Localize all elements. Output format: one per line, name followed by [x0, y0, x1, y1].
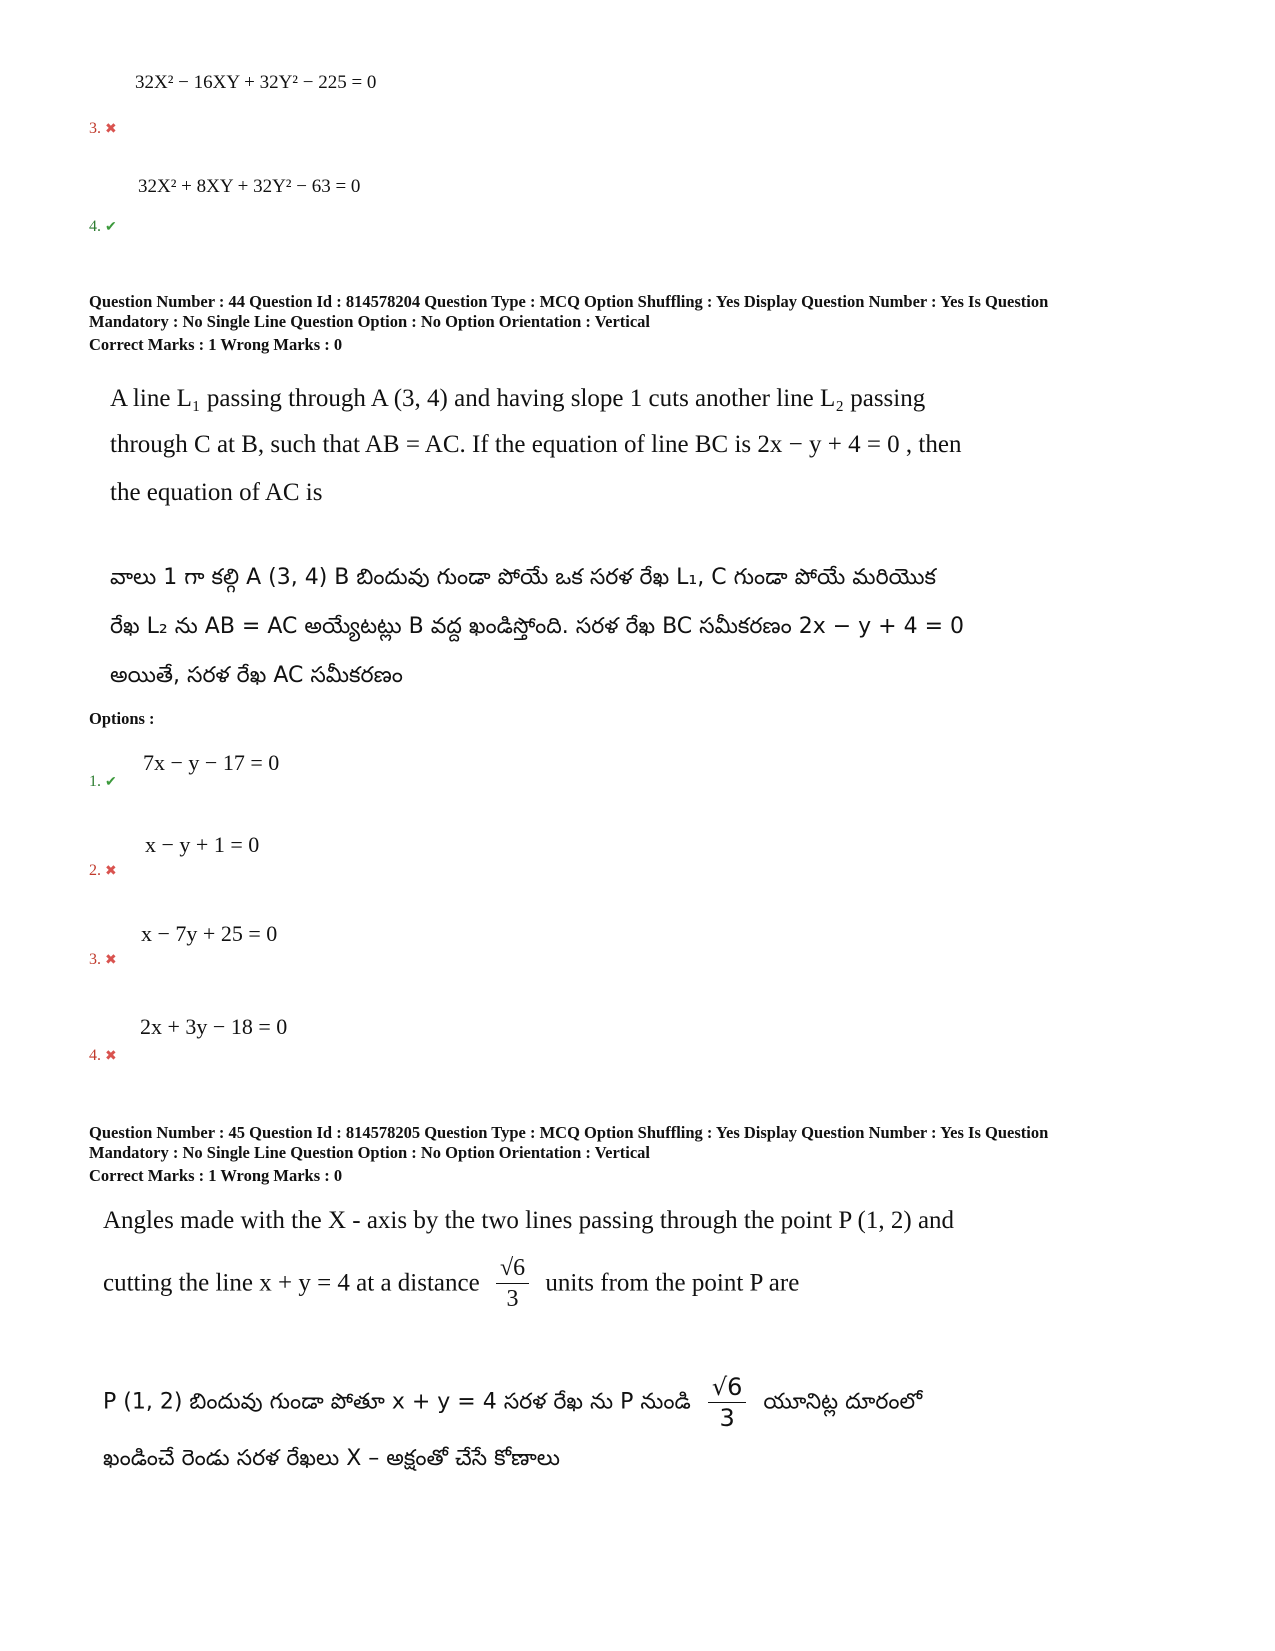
- prev-option-3: [89, 120, 117, 138]
- q44-stem-te-line3: అయితే, సరళ రేఖ AC సమీకరణం: [110, 663, 403, 688]
- option-number: 4.: [89, 218, 101, 235]
- q45-stem-te-line1-b: యూనిట్ల దూరంలో: [763, 1389, 923, 1415]
- prev-option-4-formula: 32X² + 8XY + 32Y² − 63 = 0: [138, 176, 361, 197]
- q44-meta-line3: Correct Marks : 1 Wrong Marks : 0: [89, 335, 343, 354]
- prev-option-4: [89, 218, 117, 236]
- cross-icon: ✖: [105, 953, 117, 968]
- q45-meta-line2: Mandatory : No Single Line Question Option : No Option Orientation : Vertical: [89, 1143, 651, 1162]
- q44-meta-line2: Mandatory : No Single Line Question Option : No Option Orientation : Vertical: [89, 312, 651, 331]
- option-number: 2.: [89, 862, 101, 879]
- fraction-numerator: √6: [496, 1253, 529, 1284]
- q44-stem-en: [110, 376, 1070, 516]
- q44-option-1-formula: 7x − y − 17 = 0: [143, 750, 280, 775]
- q44-meta: [89, 292, 1189, 355]
- q45-fraction: [496, 1253, 529, 1314]
- q45-stem-en-line2-b: units from the point P are: [545, 1269, 800, 1297]
- q44-meta-line1: Question Number : 44 Question Id : 814578204 Question Type : MCQ Option Shuffling : Yes Display Question Number : Yes Is Question: [89, 292, 1049, 311]
- q44-stem-en-line2: through C at B, such that AB = AC. If the equation of line BC is 2x − y + 4 = 0 , then: [110, 431, 962, 458]
- q45-stem-en-line2: [103, 1253, 1103, 1314]
- q44-stem-en-line1: A line L₁ passing through A (3, 4) and having slope 1 cuts another line L₂ passing: [110, 385, 926, 412]
- q44-option-3: [89, 951, 117, 969]
- q45-stem-en-line1: Angles made with the X - axis by the two lines passing through the point P (1, 2) and: [103, 1207, 955, 1234]
- cross-icon: ✖: [105, 1049, 117, 1064]
- check-icon: ✔: [105, 220, 117, 235]
- q44-option-4-formula: 2x + 3y − 18 = 0: [140, 1014, 288, 1039]
- option-number: 3.: [89, 120, 101, 137]
- fraction-numerator: √6: [708, 1372, 747, 1403]
- q44-option-1: [89, 773, 117, 791]
- q45-te-fraction: [708, 1372, 747, 1433]
- cross-icon: ✖: [105, 122, 117, 137]
- q44-stem-te-line2: రేఖ L₂ ను AB = AC అయ్యేటట్లు B వద్ద ఖండిస్తోంది. సరళ రేఖ BC సమీకరణం 2x − y + 4 = 0: [110, 614, 965, 639]
- cross-icon: ✖: [105, 864, 117, 879]
- q44-option-4: [89, 1047, 117, 1065]
- option-number: 4.: [89, 1047, 101, 1064]
- option-number: 1.: [89, 773, 101, 790]
- q44-stem-te-line1: వాలు 1 గా కల్గి A (3, 4) B బిందువు గుండా పోయే ఒక సరళ రేఖ L₁, C గుండా పోయే మరియొక: [110, 565, 937, 590]
- q44-stem-te: [110, 553, 1110, 700]
- q44-option-2-formula: x − y + 1 = 0: [145, 832, 260, 857]
- q45-meta-line1: Question Number : 45 Question Id : 814578205 Question Type : MCQ Option Shuffling : Yes Display Question Number : Yes Is Question: [89, 1123, 1049, 1142]
- fraction-denominator: 3: [719, 1404, 735, 1432]
- q45-meta-line3: Correct Marks : 1 Wrong Marks : 0: [89, 1166, 343, 1185]
- q45-stem-en-line2-a: cutting the line x + y = 4 at a distance: [103, 1269, 480, 1297]
- check-icon: ✔: [105, 775, 117, 790]
- q44-stem-en-line3: the equation of AC is: [110, 479, 323, 506]
- prev-option-3-formula: 32X² − 16XY + 32Y² − 225 = 0: [135, 72, 377, 93]
- fraction-denominator: 3: [506, 1286, 519, 1312]
- option-number: 3.: [89, 951, 101, 968]
- q45-stem-te-line2: ఖండించే రెండు సరళ రేఖలు X – అక్షంతో చేసే కోణాలు: [103, 1446, 560, 1471]
- q44-option-2: [89, 862, 117, 880]
- q45-stem-te-line1-a: P (1, 2) బిందువు గుండా పోతూ x + y = 4 సరళ రేఖ ను P నుండి: [103, 1389, 691, 1415]
- q45-meta: [89, 1123, 1189, 1186]
- q44-options-label: Options :: [89, 709, 155, 728]
- q45-stem-te-line1: [103, 1372, 1103, 1433]
- q44-option-3-formula: x − 7y + 25 = 0: [141, 921, 278, 946]
